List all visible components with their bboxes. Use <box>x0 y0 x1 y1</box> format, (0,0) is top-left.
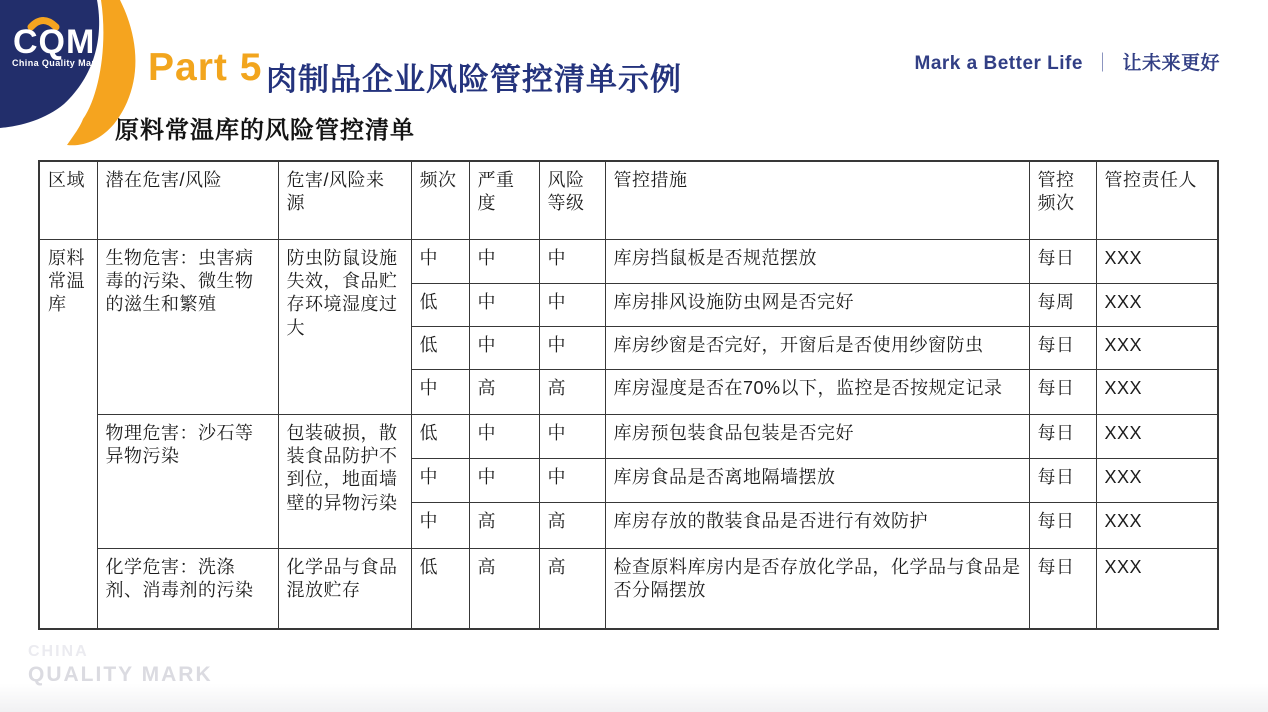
severity-cell: 高 <box>469 502 539 548</box>
measure-cell: 库房纱窗是否完好，开窗后是否使用纱窗防虫 <box>605 326 1029 369</box>
control-frequency-cell: 每日 <box>1029 548 1096 629</box>
severity-cell: 中 <box>469 458 539 502</box>
risk-table-body <box>39 239 1218 629</box>
page-title: 肉制品企业风险管控清单示例 <box>266 62 682 97</box>
watermark-line2: QUALITY MARK <box>28 663 213 686</box>
hazard-cell: 化学危害：洗涤剂、消毒剂的污染 <box>97 548 278 629</box>
responsible-cell: XXX <box>1096 239 1218 283</box>
col-header: 潜在危害/风险 <box>97 161 278 239</box>
measure-cell: 库房存放的散装食品是否进行有效防护 <box>605 502 1029 548</box>
risk-level-cell: 中 <box>539 283 605 326</box>
table-row <box>39 414 1218 458</box>
risk-level-cell: 中 <box>539 414 605 458</box>
control-frequency-cell: 每日 <box>1029 369 1096 414</box>
brand-slogan <box>915 48 1220 75</box>
risk-level-cell: 中 <box>539 458 605 502</box>
col-header: 管控责任人 <box>1096 161 1218 239</box>
table-header-row <box>39 161 1218 239</box>
col-header: 管控频次 <box>1029 161 1096 239</box>
severity-cell: 中 <box>469 414 539 458</box>
frequency-cell: 低 <box>411 548 469 629</box>
part-label: Part 5 <box>148 46 263 89</box>
col-header: 区域 <box>39 161 97 239</box>
control-frequency-cell: 每日 <box>1029 239 1096 283</box>
risk-level-cell: 中 <box>539 326 605 369</box>
control-frequency-cell: 每日 <box>1029 326 1096 369</box>
frequency-cell: 中 <box>411 458 469 502</box>
col-header: 管控措施 <box>605 161 1029 239</box>
severity-cell: 高 <box>469 369 539 414</box>
source-cell: 防虫防鼠设施失效，食品贮存环境湿度过大 <box>278 239 411 414</box>
logo-tagline: China Quality Mark <box>12 58 101 68</box>
hazard-cell: 物理危害：沙石等异物污染 <box>97 414 278 548</box>
control-frequency-cell: 每日 <box>1029 458 1096 502</box>
frequency-cell: 低 <box>411 326 469 369</box>
severity-cell: 中 <box>469 326 539 369</box>
frequency-cell: 中 <box>411 369 469 414</box>
control-frequency-cell: 每日 <box>1029 502 1096 548</box>
frequency-cell: 中 <box>411 502 469 548</box>
col-header: 严重度 <box>469 161 539 239</box>
risk-level-cell: 中 <box>539 239 605 283</box>
measure-cell: 库房挡鼠板是否规范摆放 <box>605 239 1029 283</box>
severity-cell: 中 <box>469 283 539 326</box>
responsible-cell: XXX <box>1096 369 1218 414</box>
frequency-cell: 低 <box>411 414 469 458</box>
severity-cell: 中 <box>469 239 539 283</box>
slogan-divider: ｜ <box>1092 53 1113 74</box>
watermark-line1: CHINA <box>28 643 89 660</box>
measure-cell: 库房排风设施防虫网是否完好 <box>605 283 1029 326</box>
risk-level-cell: 高 <box>539 369 605 414</box>
source-cell: 化学品与食品混放贮存 <box>278 548 411 629</box>
risk-level-cell: 高 <box>539 502 605 548</box>
measure-cell: 检查原料库房内是否存放化学品，化学品与食品是否分隔摆放 <box>605 548 1029 629</box>
col-header: 危害/风险来源 <box>278 161 411 239</box>
frequency-cell: 中 <box>411 239 469 283</box>
logo-acronym: CQM <box>13 23 96 61</box>
responsible-cell: XXX <box>1096 502 1218 548</box>
responsible-cell: XXX <box>1096 548 1218 629</box>
table-row <box>39 239 1218 283</box>
col-header: 频次 <box>411 161 469 239</box>
severity-cell: 高 <box>469 548 539 629</box>
responsible-cell: XXX <box>1096 414 1218 458</box>
responsible-cell: XXX <box>1096 458 1218 502</box>
slogan-zh: 让未来更好 <box>1122 53 1220 74</box>
risk-table <box>38 160 1219 630</box>
slogan-en: Mark a Better Life <box>914 53 1083 74</box>
section-subtitle: 原料常温库的风险管控清单 <box>115 117 415 144</box>
col-header: 风险等级 <box>539 161 605 239</box>
table-row <box>39 548 1218 629</box>
measure-cell: 库房食品是否离地隔墙摆放 <box>605 458 1029 502</box>
frequency-cell: 低 <box>411 283 469 326</box>
watermark <box>28 643 213 687</box>
hazard-cell: 生物危害：虫害病毒的污染、微生物的滋生和繁殖 <box>97 239 278 414</box>
responsible-cell: XXX <box>1096 283 1218 326</box>
control-frequency-cell: 每周 <box>1029 283 1096 326</box>
control-frequency-cell: 每日 <box>1029 414 1096 458</box>
risk-level-cell: 高 <box>539 548 605 629</box>
measure-cell: 库房预包装食品包装是否完好 <box>605 414 1029 458</box>
measure-cell: 库房湿度是否在70%以下，监控是否按规定记录 <box>605 369 1029 414</box>
area-cell: 原料常温库 <box>39 239 97 629</box>
source-cell: 包装破损，散装食品防护不到位，地面墙壁的异物污染 <box>278 414 411 548</box>
responsible-cell: XXX <box>1096 326 1218 369</box>
